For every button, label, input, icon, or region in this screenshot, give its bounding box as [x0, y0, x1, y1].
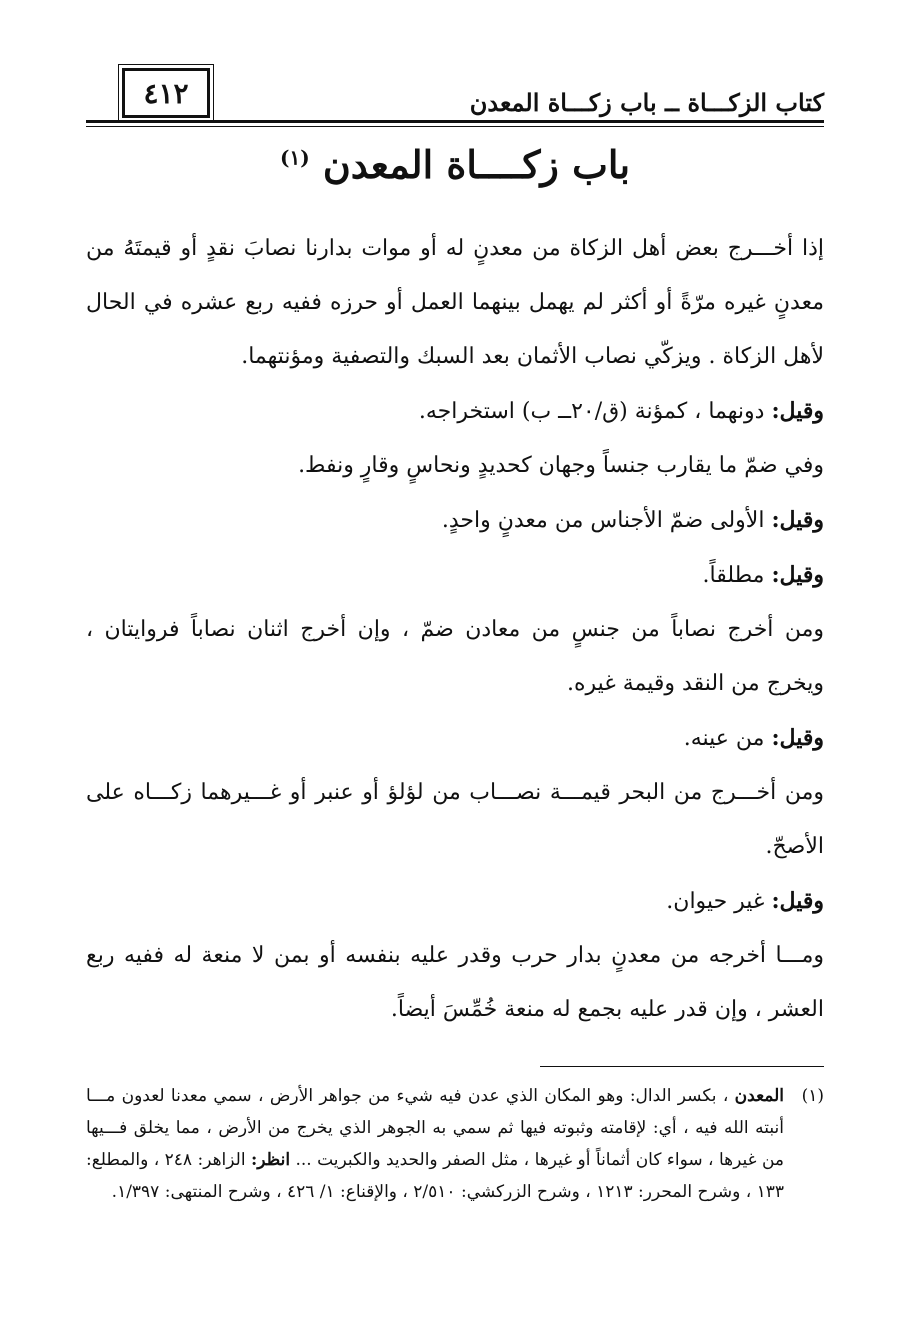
- paragraph-lead: وقيل:: [771, 725, 824, 751]
- footnote-reference: (١): [279, 145, 310, 170]
- paragraph-text: الأولى ضمّ الأجناس من معدنٍ واحدٍ.: [441, 508, 772, 533]
- paragraph-text: ومن أخـــرج من البحر قيمـــة نصـــاب من لؤلؤ أو عنبر أو غـــيرهما زكـــاه على الأصحّ.: [86, 780, 824, 859]
- paragraph: [86, 603, 824, 711]
- paragraph: [86, 493, 824, 548]
- paragraph-lead: وقيل:: [771, 398, 824, 424]
- header-rule-thick: [86, 120, 824, 123]
- page-number-box: [122, 68, 210, 118]
- page-number: ٤١٢: [143, 76, 189, 110]
- paragraph-lead: وقيل:: [771, 562, 824, 588]
- paragraph-lead: وقيل:: [771, 888, 824, 914]
- footnote-number: (١): [801, 1086, 824, 1106]
- footnote-separator: [540, 1066, 824, 1067]
- paragraph: [86, 384, 824, 439]
- header-rule-thin: [86, 126, 824, 127]
- paragraph: [86, 222, 824, 384]
- footnote-lead: المعدن: [734, 1086, 784, 1106]
- footnote-text: [86, 1080, 784, 1208]
- paragraph: [86, 548, 824, 603]
- footnote-references: الزاهر: ٢٤٨ ، والمطلع: ١٣٣ ، وشرح المحرر: ١٢١٣ ، وشرح الزركشي: ٢/٥١٠ ، والإقناع: ١/ ٤٢٦ ، وشرح المنتهى: ١/٣٩٧.: [86, 1150, 784, 1202]
- paragraph: [86, 929, 824, 1037]
- paragraph-lead: وقيل:: [771, 507, 824, 533]
- chapter-title: [86, 142, 824, 187]
- paragraph-text: من عينه.: [683, 726, 772, 751]
- running-title: كتاب الزكـــاة ــ باب زكـــاة المعدن: [469, 88, 824, 117]
- paragraph-text: ومن أخرج نصاباً من جنسٍ من معادن ضمّ ، وإن أخرج اثنان نصاباً فروايتان ، ويخرج من النقد وقيمة غيره.: [86, 617, 824, 696]
- chapter-title-text: باب زكــــاة المعدن: [322, 142, 631, 187]
- paragraph-text: إذا أخـــرج بعض أهل الزكاة من معدنٍ له أو موات بدارنا نصابَ نقدٍ أو قيمتَهُ من معدنٍ غيره مرّةً أو أكثر لم يهمل بينهما العمل أو حرزه ففيه ربع عشره في الحال لأهل الزكاة . ويزكّي نصاب الأثمان بعد السبك والتصفية ومؤنتهما.: [86, 236, 824, 369]
- paragraph-text: مطلقاً.: [702, 563, 772, 588]
- paragraph: [86, 874, 824, 929]
- paragraph-text: دونهما ، كمؤنة (ق/٢٠ــ ب) استخراجه.: [418, 399, 772, 424]
- paragraph-text: غير حيوان.: [666, 889, 772, 914]
- body-text: [86, 222, 824, 1037]
- footnote-see-label: انظر:: [250, 1150, 291, 1170]
- paragraph: [86, 711, 824, 766]
- paragraph: [86, 766, 824, 874]
- footnote: [86, 1080, 824, 1208]
- footnote-body: ، بكسر الدال: وهو المكان الذي عدن فيه شيء من جواهر الأرض ، سمي معدنا لعدون مـــا أنبته الله فيه ، أي: لإقامته وثبوته فيها ثم سمي به الجوهر الذي يخرج من الأرض ، مما يخلق فـــيها من غيرها ، سواء كان أثماناً أو غيرها ، مثل الصفر والحديد والكبريت ...: [86, 1086, 784, 1170]
- paragraph-text: وفي ضمّ ما يقارب جنساً وجهان كحديدٍ ونحاسٍ وقارٍ ونفط.: [298, 453, 824, 478]
- paragraph: [86, 439, 824, 493]
- paragraph-text: ومـــا أخرجه من معدنٍ بدار حرب وقدر عليه بنفسه أو بمن لا منعة له ففيه ربع العشر ، وإن قدر عليه بجمع له منعة خُمِّسَ أيضاً.: [86, 943, 824, 1022]
